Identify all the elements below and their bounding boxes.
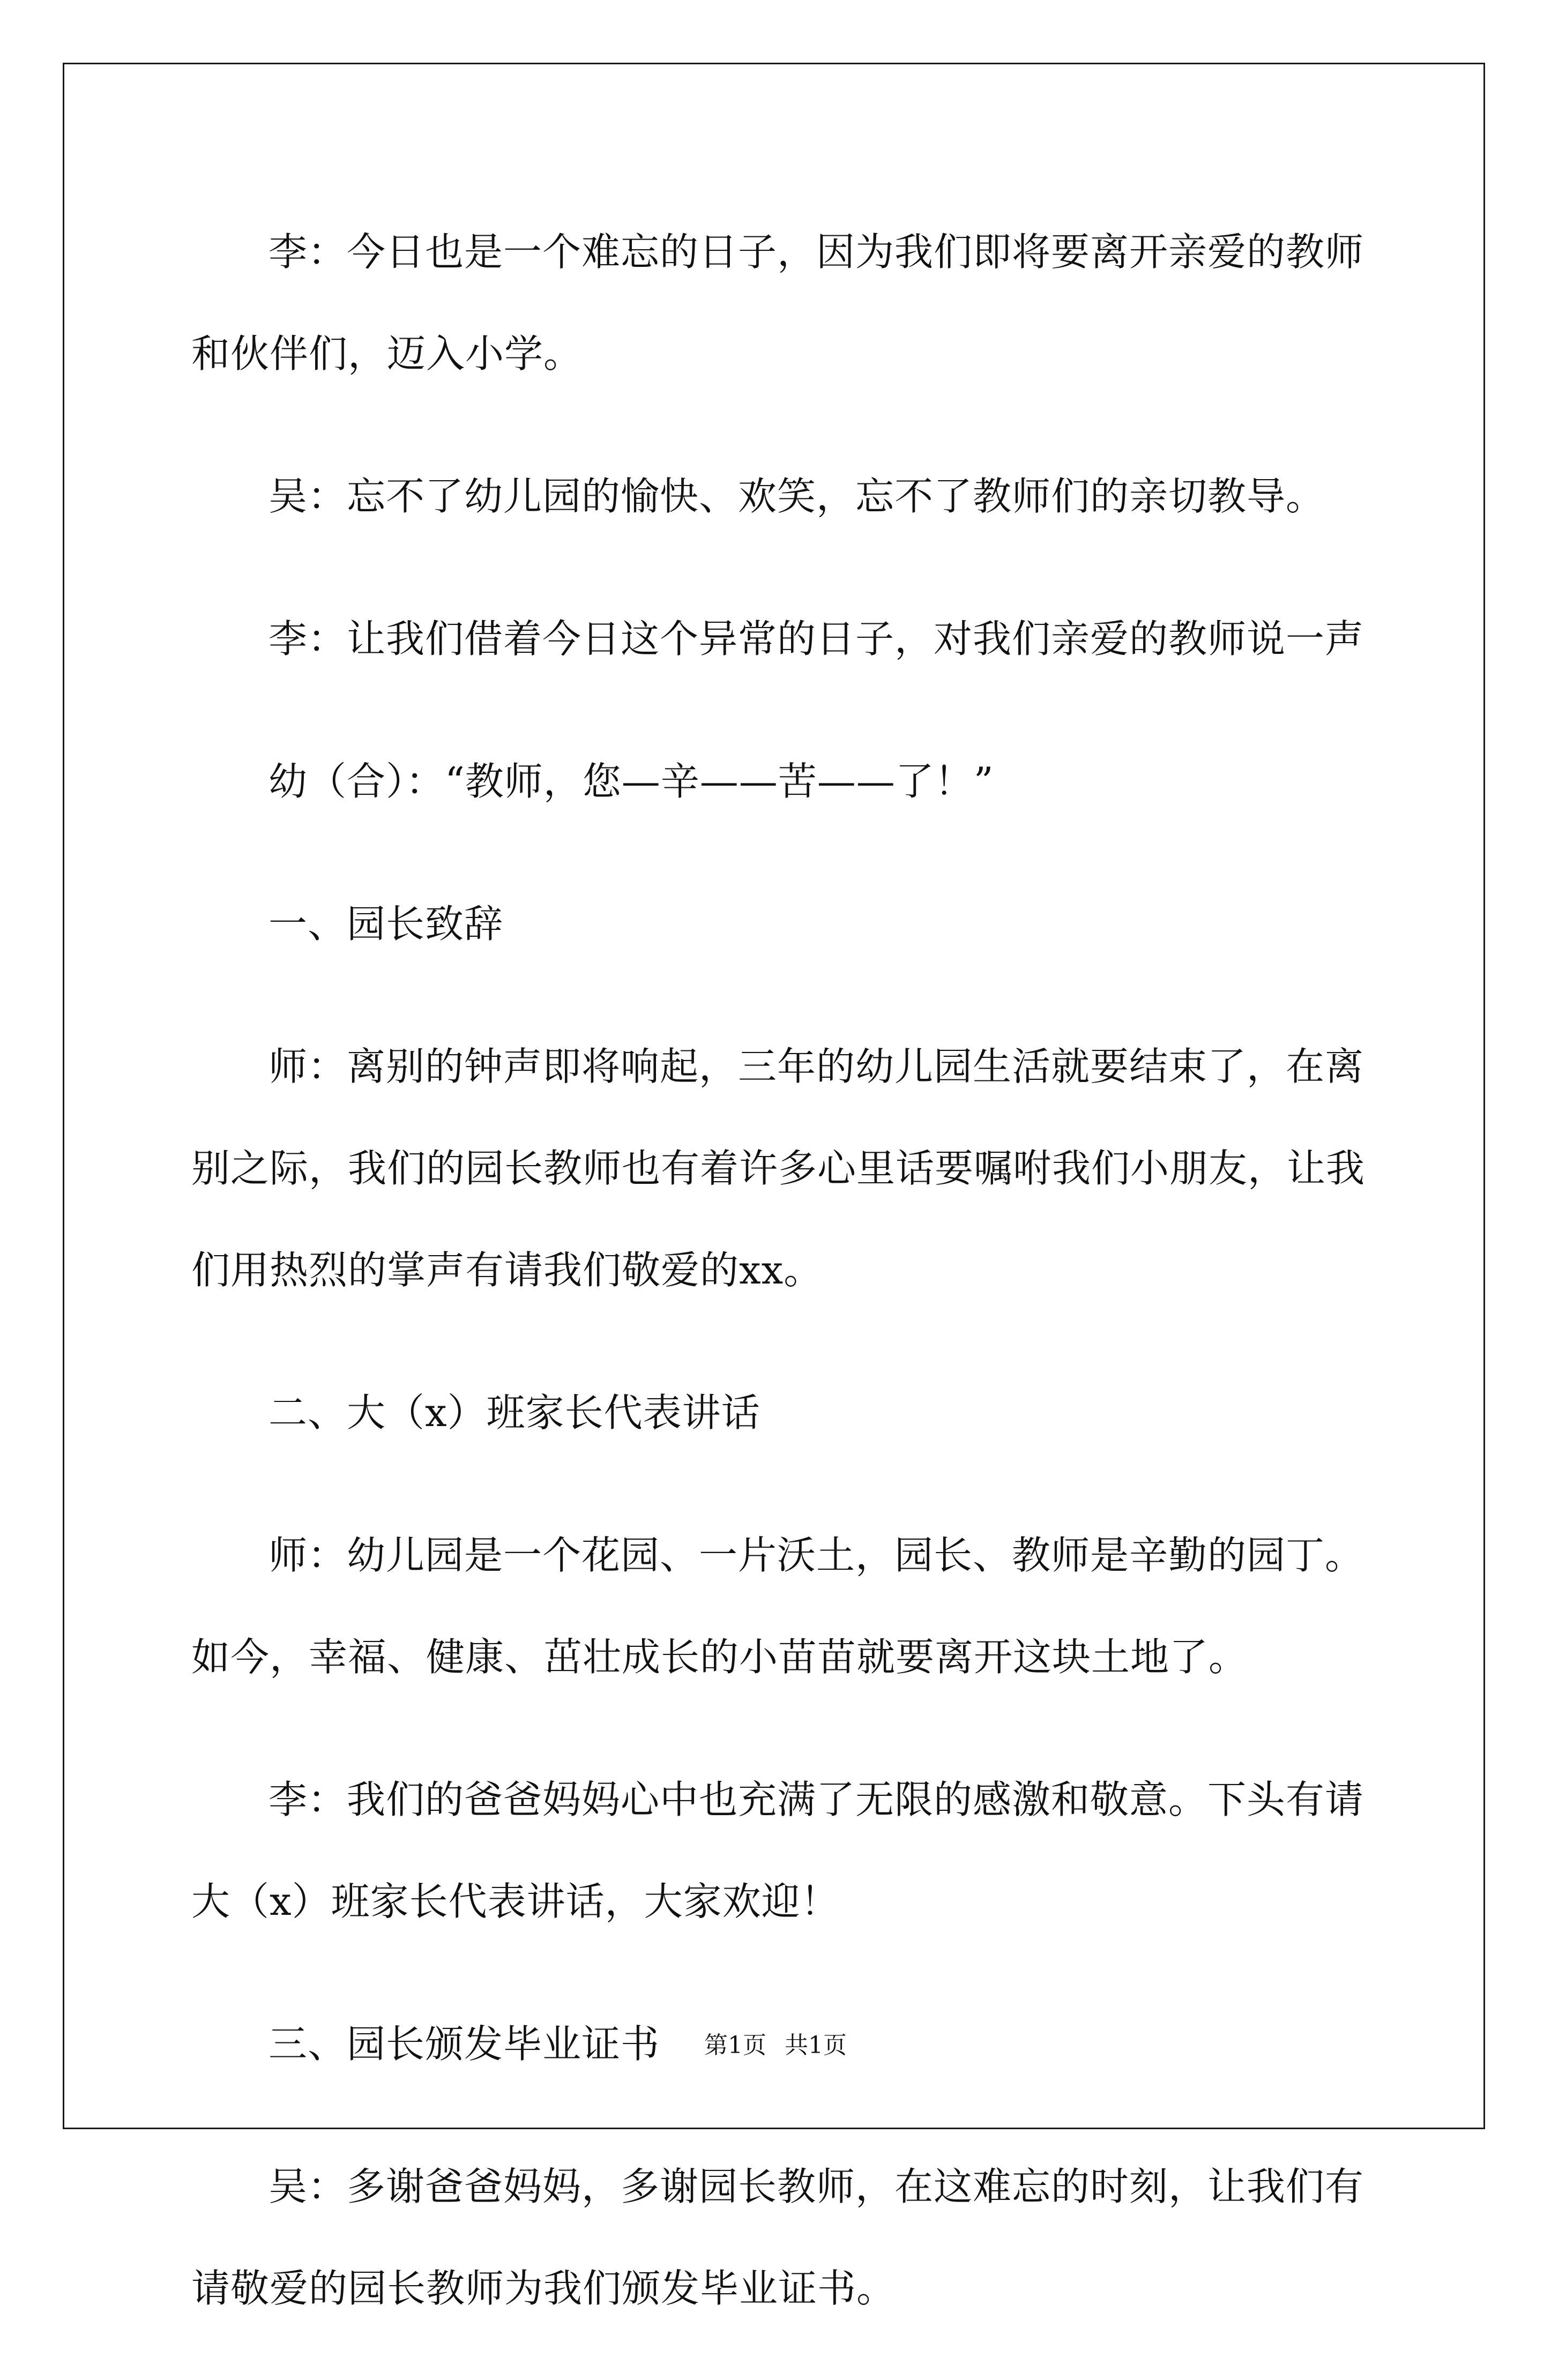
paragraph-1: 李：今日也是一个难忘的日子，因为我们即将要离开亲爱的教师和伙伴们，迈入小学。 [191, 229, 1364, 376]
paragraph-8: 吴：多谢爸爸妈妈，多谢园长教师，在这难忘的时刻，让我们有请敬爱的园长教师为我们颁发毕业证书。 [191, 2164, 1364, 2311]
paragraph-3: 李：让我们借着今日这个异常的日子，对我们亲爱的教师说一声 [269, 616, 1364, 661]
section-heading-2: 二、大（x）班家长代表讲话 [269, 1390, 760, 1435]
page-number: 第1页 [704, 2032, 766, 2059]
paragraph-2: 吴：忘不了幼儿园的愉快、欢笑，忘不了教师们的亲切教导。 [269, 474, 1325, 519]
page-footer [0, 2026, 1551, 2060]
page-total: 共1页 [785, 2032, 847, 2059]
paragraph-5: 师：离别的钟声即将响起，三年的幼儿园生活就要结束了，在离别之际，我们的园长教师也有着许多心里话要嘱咐我们小朋友，让我们用热烈的掌声有请我们敬爱的xx。 [191, 1044, 1366, 1293]
paragraph-6: 师：幼儿园是一个花园、一片沃土，园长、教师是辛勤的园丁。如今，幸福、健康、茁壮成长的小苗苗就要离开这块土地了。 [191, 1533, 1364, 1680]
paragraph-7: 李：我们的爸爸妈妈心中也充满了无限的感激和敬意。下头有请大（x）班家长代表讲话，大家欢迎！ [191, 1777, 1364, 1924]
section-heading-3: 三、园长颁发毕业证书 [269, 2021, 660, 2066]
paragraph-4: 幼（合）：“教师，您—辛——苦——了！” [269, 759, 994, 804]
section-heading-1: 一、园长致辞 [269, 901, 504, 946]
